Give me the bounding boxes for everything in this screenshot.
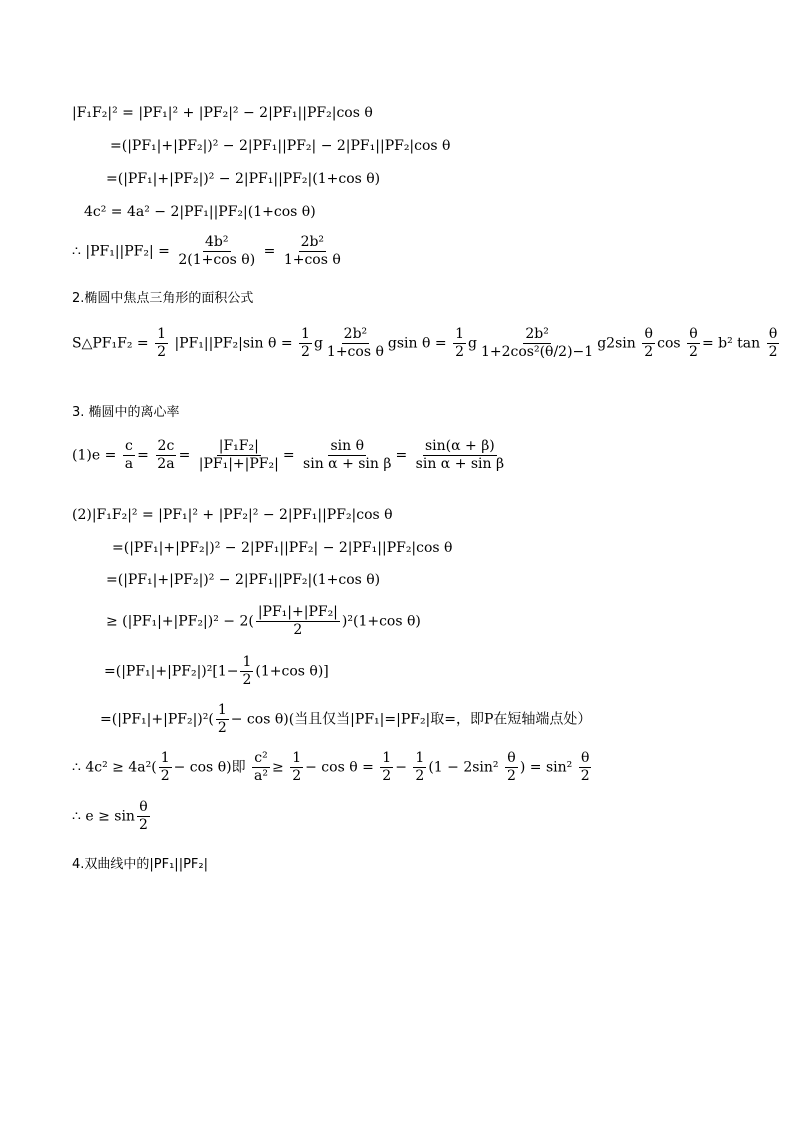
conclusion-line-2: ∴ e ≥ sin $\frac{\theta}{2}$ [72, 799, 148, 833]
fraction: $\frac{\theta}{2}$ [506, 750, 516, 784]
fraction: $\frac{1}{2}$ [415, 750, 425, 784]
fraction: $\frac{\theta}{2}$ [689, 326, 698, 360]
fraction: $\frac{2c}{2a}$ [157, 438, 175, 472]
fraction: $\frac{\text{2b²}}{\text{1+2cos²(θ/2)−1}}$ [480, 326, 594, 360]
fraction: $\frac{\text{|PF₁|+|PF₂|}}{2}$ [257, 604, 338, 638]
fraction: $\frac{\text{2b²}}{\text{1+cos θ}}$ [326, 326, 384, 360]
inequality-line-1: ≥ (|PF₁|+|PF₂|)² − 2( $\frac{\text{|PF₁|+|PF₂|}}{2}$ )²(1+cos θ) [106, 604, 421, 638]
fraction: $\frac{1}{2}$ [157, 326, 166, 360]
fraction: $\frac{1}{2}$ [160, 750, 170, 784]
eccentricity-2-line-2: =(|PF₁|+|PF₂|)² − 2|PF₁||PF₂| − 2|PF₁||PF₂|cos θ [112, 540, 453, 556]
inequality-line-2: =(|PF₁|+|PF₂|)²[1− $\frac{1}{2}$ (1+cos θ)] [104, 654, 329, 688]
fraction: $\frac{\theta}{2}$ [768, 326, 778, 360]
fraction: $\frac{\text{2b²}}{\text{1+cos θ}}$ [283, 234, 341, 268]
fraction: $\frac{\text{4b²}}{\text{2(1+cos θ)}}$ [178, 234, 256, 268]
fraction: $\frac{1}{2}$ [292, 750, 302, 784]
eccentricity-2-line-1: (2)|F₁F₂|² = |PF₁|² + |PF₂|² − 2|PF₁||PF₂|cos θ [72, 507, 393, 523]
fraction: $\frac{\theta}{2}$ [580, 750, 590, 784]
fraction: $\frac{1}{2}$ [242, 654, 252, 688]
fraction: $\frac{\text{sin θ}}{\text{sin α + sin β}}$ [303, 438, 392, 472]
equation-line-3: =(|PF₁|+|PF₂|)² − 2|PF₁||PF₂|(1+cos θ) [106, 171, 381, 187]
fraction: $\frac{1}{2}$ [455, 326, 464, 360]
section-heading-3: 3. 椭圆中的离心率 [72, 405, 180, 420]
inequality-line-3: =(|PF₁|+|PF₂|)²( $\frac{1}{2}$ − cos θ)(当且仅当|PF₁|=|PF₂|取=，即P在短轴端点处） [100, 702, 592, 736]
eccentricity-2-line-3: =(|PF₁|+|PF₂|)² − 2|PF₁||PF₂|(1+cos θ) [106, 572, 381, 588]
fraction: $\frac{\theta}{2}$ [644, 326, 654, 360]
section-heading-2: 2.椭圆中焦点三角形的面积公式 [72, 291, 254, 306]
fraction: $\frac{1}{2}$ [301, 326, 310, 360]
fraction: $\frac{\theta}{2}$ [138, 799, 148, 833]
area-formula: S△PF₁F₂ = $\frac{1}{2}$ |PF₁||PF₂|sin θ = $\frac{1}{2}$ g $\frac{\text{2b²}}{\text{1+cos θ}}$ gsin θ = $\frac{1}{2}$ g $\frac{\text{2b²}}{\text{1+2cos²(θ/2)−1}}$ g2sin $\frac{\theta}{2}$ cos $\frac{\theta}{2}$ = b² tan $\frac{\theta}{2}$ [72, 326, 778, 360]
fraction: $\frac{\sin(\alpha + \beta)}{\text{sin α + sin β}}$ [415, 438, 505, 472]
fraction: $\frac{1}{2}$ [382, 750, 392, 784]
eccentricity-1: (1)e = $\frac{c}{a}$ = $\frac{2c}{2a}$ = $\frac{\text{|F₁F₂|}}{\text{|PF₁|+|PF₂|}}$ = $\frac{\text{sin θ}}{\text{sin α + sin β}}$ = $\frac{\sin(\alpha + \beta)}{\text{sin α + sin β}}$ [72, 438, 505, 472]
fraction: $\frac{c}{a}$ [124, 438, 134, 472]
section-heading-4: 4.双曲线中的|PF₁||PF₂| [72, 857, 208, 872]
fraction: $\frac{\text{|F₁F₂|}}{\text{|PF₁|+|PF₂|}}$ [198, 438, 279, 472]
fraction: $\frac{\text{c²}}{\text{a²}}$ [254, 750, 269, 784]
equation-line-5: ∴ |PF₁||PF₂| = $\frac{\text{4b²}}{\text{2(1+cos θ)}}$ = $\frac{\text{2b²}}{\text{1+cos θ}}$ [72, 234, 341, 268]
equation-line-4: 4c² = 4a² − 2|PF₁||PF₂|(1+cos θ) [84, 204, 316, 220]
conclusion-line-1: ∴ 4c² ≥ 4a²( $\frac{1}{2}$ − cos θ)即 $\frac{\text{c²}}{\text{a²}}$ ≥ $\frac{1}{2}$ − cos θ = $\frac{1}{2}$ − $\frac{1}{2}$ (1 − 2sin² $\frac{\theta}{2}$ ) = sin² $\frac{\theta}{2}$ [72, 750, 590, 784]
equation-line-2: =(|PF₁|+|PF₂|)² − 2|PF₁||PF₂| − 2|PF₁||PF₂|cos θ [110, 138, 451, 154]
fraction: $\frac{1}{2}$ [217, 702, 227, 736]
equation-line-1: |F₁F₂|² = |PF₁|² + |PF₂|² − 2|PF₁||PF₂|cos θ [72, 105, 373, 121]
